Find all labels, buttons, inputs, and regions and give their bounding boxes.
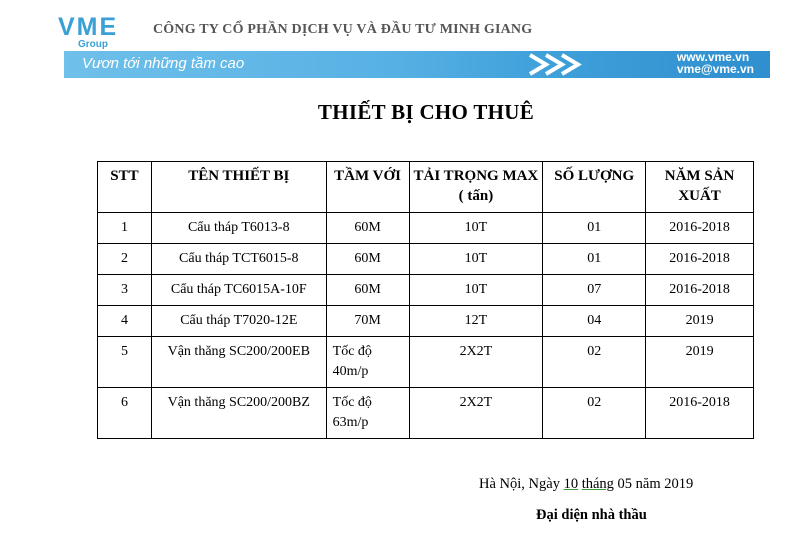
col-header-load: TẢI TRỌNG MAX ( tấn)	[409, 162, 543, 213]
col-header-stt: STT	[98, 162, 152, 213]
cell-reach: 60M	[326, 244, 409, 275]
cell-stt: 4	[98, 306, 152, 337]
cell-load: 2X2T	[409, 388, 543, 439]
table-row	[98, 213, 754, 244]
cell-stt: 2	[98, 244, 152, 275]
signer-label: Đại diện nhà thầu	[536, 507, 647, 523]
place-label: Hà Nội, Ngày	[479, 476, 560, 492]
chevron-arrows-icon	[526, 52, 584, 77]
website-link[interactable]: www.vme.vn	[676, 50, 750, 64]
cell-name: Cẩu tháp TCT6015-8	[151, 244, 326, 275]
email-link[interactable]: vme@vme.vn	[676, 62, 754, 76]
table-header-row	[98, 162, 754, 213]
cell-qty: 01	[543, 244, 646, 275]
company-name: CÔNG TY CỔ PHẦN DỊCH VỤ VÀ ĐẦU TƯ MINH GIANG	[153, 22, 533, 37]
cell-name: Cẩu tháp T6013-8	[151, 213, 326, 244]
cell-reach: 60M	[326, 213, 409, 244]
logo-text: VME	[58, 13, 119, 41]
year-label: năm 2019	[635, 476, 694, 492]
table-row	[98, 337, 754, 388]
logo-subtext: Group	[78, 39, 108, 50]
cell-name: Vận thăng SC200/200EB	[151, 337, 326, 388]
cell-load: 10T	[409, 244, 543, 275]
cell-qty: 07	[543, 275, 646, 306]
cell-year: 2019	[646, 337, 754, 388]
cell-year: 2019	[646, 306, 754, 337]
header-banner	[64, 51, 770, 78]
cell-reach: Tốc độ 63m/p	[326, 388, 409, 439]
cell-reach: 60M	[326, 275, 409, 306]
table-row	[98, 388, 754, 439]
cell-year: 2016-2018	[646, 213, 754, 244]
cell-year: 2016-2018	[646, 388, 754, 439]
cell-reach: Tốc độ 40m/p	[326, 337, 409, 388]
cell-name: Vận thăng SC200/200BZ	[151, 388, 326, 439]
month-value: 05	[617, 476, 633, 492]
cell-load: 2X2T	[409, 337, 543, 388]
place-date-line	[479, 476, 693, 493]
col-header-name: TÊN THIẾT BỊ	[151, 162, 326, 213]
cell-load: 10T	[409, 213, 543, 244]
cell-year: 2016-2018	[646, 275, 754, 306]
cell-stt: 5	[98, 337, 152, 388]
col-header-year: NĂM SẢN XUẤT	[646, 162, 754, 213]
day-value: 10	[563, 476, 579, 492]
cell-stt: 6	[98, 388, 152, 439]
col-header-qty: SỐ LƯỢNG	[543, 162, 646, 213]
equipment-table	[97, 161, 754, 439]
table-row	[98, 275, 754, 306]
table-row	[98, 306, 754, 337]
contact-info	[677, 51, 754, 75]
cell-qty: 04	[543, 306, 646, 337]
cell-qty: 02	[543, 388, 646, 439]
cell-name: Cẩu tháp T7020-12E	[151, 306, 326, 337]
cell-stt: 3	[98, 275, 152, 306]
col-header-reach: TẦM VỚI	[326, 162, 409, 213]
cell-qty: 01	[543, 213, 646, 244]
slogan: Vươn tới những tầm cao	[82, 55, 245, 72]
vme-logo	[58, 14, 138, 52]
cell-load: 10T	[409, 275, 543, 306]
cell-name: Cẩu tháp TC6015A-10F	[151, 275, 326, 306]
document-title: THIẾT BỊ CHO THUÊ	[317, 100, 535, 124]
month-label: tháng	[581, 476, 614, 492]
cell-qty: 02	[543, 337, 646, 388]
cell-reach: 70M	[326, 306, 409, 337]
table-row	[98, 244, 754, 275]
cell-year: 2016-2018	[646, 244, 754, 275]
cell-stt: 1	[98, 213, 152, 244]
cell-load: 12T	[409, 306, 543, 337]
